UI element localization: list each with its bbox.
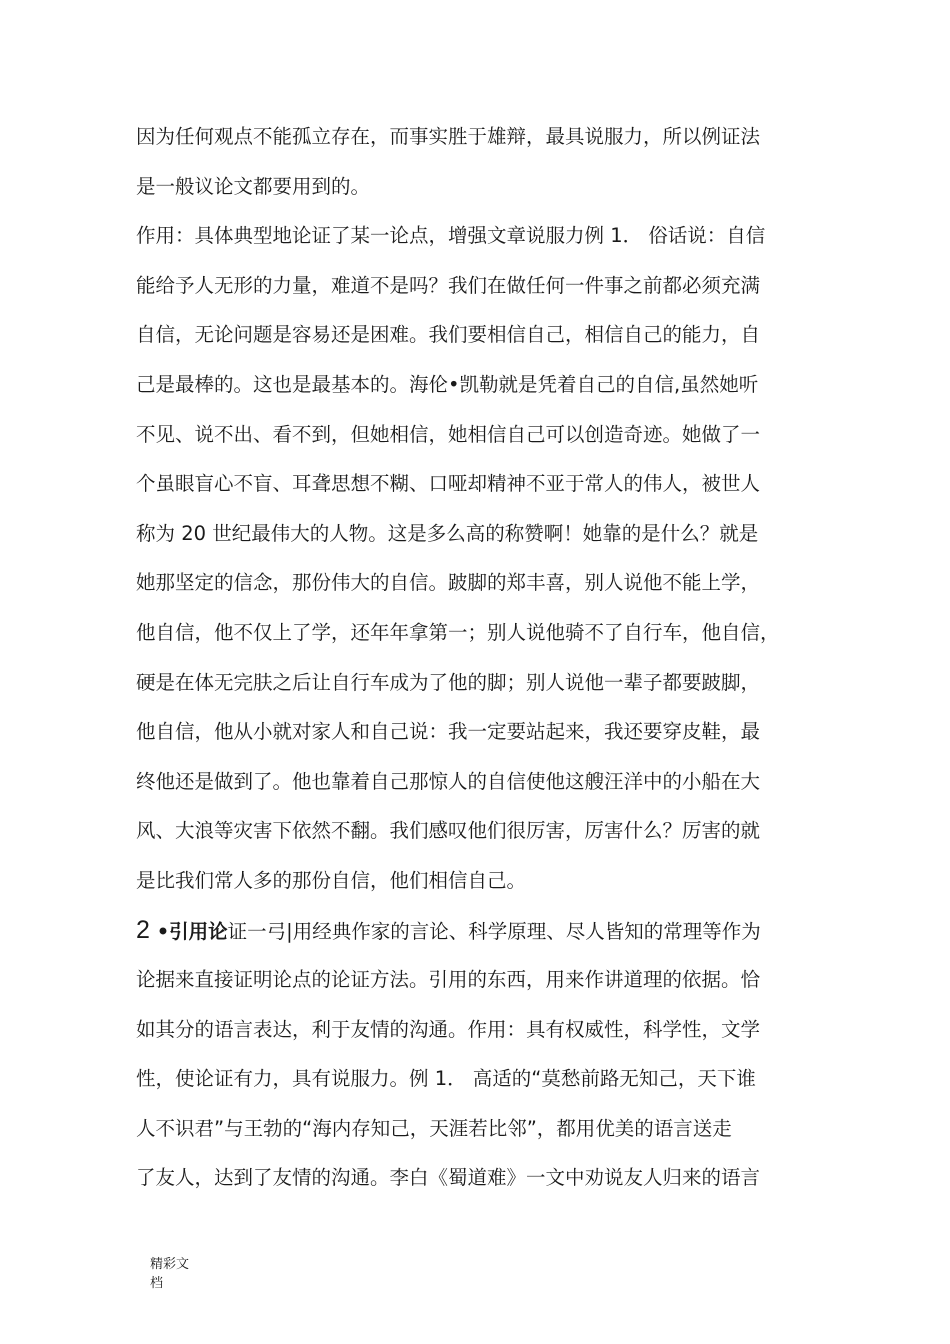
text-line: 她那坚定的信念，那份伟大的自信。跛脚的郑丰喜，别人说他不能上学，: [136, 571, 761, 595]
text-line: 作用：具体典型地论证了某一论点，增强文章说服力例 1． 俗话说：自信: [136, 224, 766, 248]
footer-line: 档: [150, 1276, 164, 1291]
text-line: 能给予人无形的力量，难道不是吗？我们在做任何一件事之前都必须充满: [136, 273, 761, 297]
page-footer: [150, 1255, 210, 1293]
section-heading-text: 证一弓|用经典作家的言论、科学原理、尽人皆知的常理等作为: [227, 919, 761, 943]
text-line: 个虽眼盲心不盲、耳聋思想不糊、口哑却精神不亚于常人的伟人，被世人: [136, 472, 761, 496]
text-line: 硬是在体无完肤之后让自行车成为了他的脚；别人说他一辈子都要跛脚，: [136, 670, 761, 694]
text-line: 他自信，他从小就对家人和自己说：我一定要站起来，我还要穿皮鞋，最: [136, 720, 761, 744]
section-number: 2: [136, 915, 150, 944]
text-line: 是比我们常人多的那份自信，他们相信自己。: [136, 868, 527, 892]
text-line: 因为任何观点不能孤立存在，而事实胜于雄辩，最具说服力，所以例证法: [136, 125, 761, 148]
section-title: •引用论: [149, 919, 228, 943]
text-line: 如其分的语言表达，利于友情的沟通。作用：具有权威性，科学性，文学: [136, 1017, 761, 1041]
text-line: 他自信，他不仅上了学，还年年拿第一；别人说他骑不了自行车，他自信，: [136, 620, 780, 644]
text-line: 了友人，达到了友情的沟通。李白《蜀道难》一文中劝说友人归来的语言: [136, 1166, 761, 1190]
text-line: 论据来直接证明论点的论证方法。引用的东西，用来作讲道理的依据。恰: [136, 968, 761, 992]
section-heading-line: [136, 906, 826, 956]
text-line: 终他还是做到了。他也靠着自己那惊人的自信使他这艘汪洋中的小船在大: [136, 769, 761, 793]
text-line: 人不识君”与王勃的“海内存知己，天涯若比邻”，都用优美的语言送走: [136, 1116, 732, 1140]
text-line: 不见、说不出、看不到，但她相信，她相信自己可以创造奇迹。她做了一: [136, 422, 761, 446]
text-line: 是一般议论文都要用到的。: [136, 174, 371, 198]
text-line: 风、大浪等灾害下依然不翻。我们感叹他们很厉害，厉害什么？厉害的就: [136, 819, 761, 843]
text-line: 称为 20 世纪最伟大的人物。这是多么高的称赞啊！她靠的是什么？就是: [136, 521, 759, 545]
text-line: 自信，无论问题是容易还是困难。我们要相信自己，相信自己的能力，自: [136, 323, 761, 347]
text-line: 性，使论证有力，具有说服力。例 1． 高适的“莫愁前路无知己，天下谁: [136, 1067, 756, 1091]
footer-line: 精彩文: [150, 1257, 190, 1272]
text-line: 己是最棒的。这也是最基本的。海伦•凯勒就是凭着自己的自信,虽然她听: [136, 372, 759, 396]
document-body: [136, 112, 826, 1203]
